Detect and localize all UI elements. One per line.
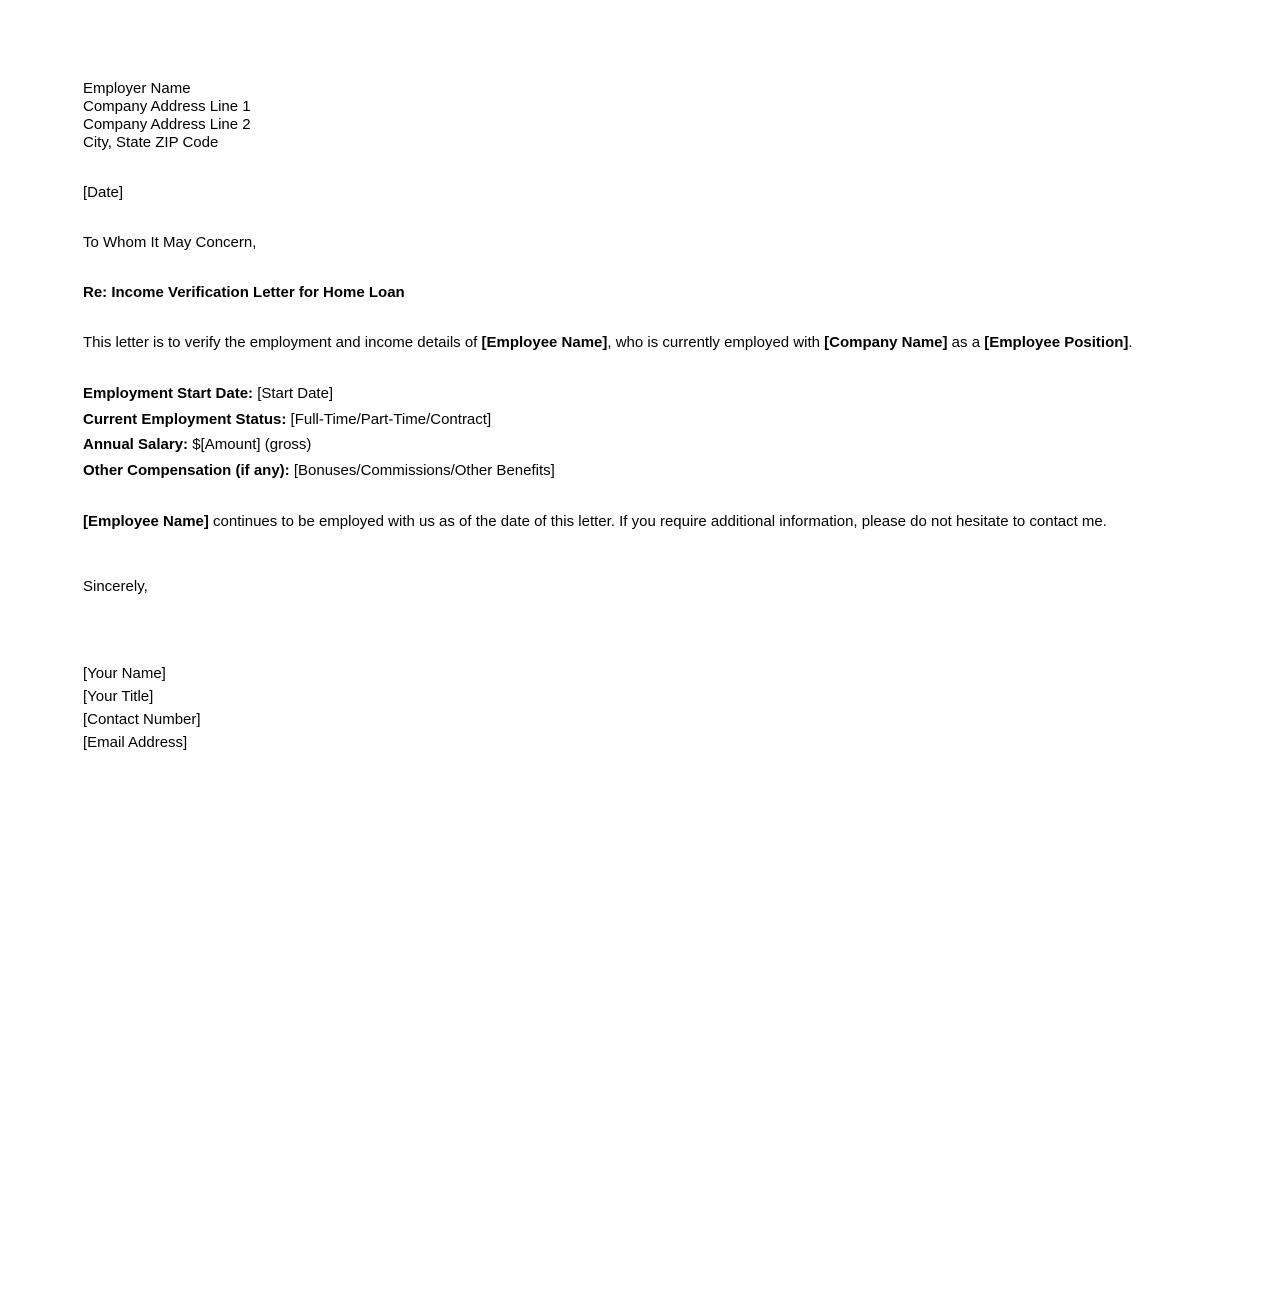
intro-paragraph-segment: [Employee Name]	[481, 334, 608, 351]
detail-value: [Full-Time/Part-Time/Contract]	[290, 410, 492, 428]
intro-paragraph-segment: [Employee Position]	[984, 334, 1129, 351]
detail-label: Other Compensation (if any):	[83, 461, 290, 479]
employment-detail-line	[83, 458, 1183, 484]
sender-address-line: Company Address Line 2	[83, 116, 251, 133]
sender-address-block	[83, 80, 1183, 152]
sender-address-line: Employer Name	[83, 80, 191, 97]
detail-label: Current Employment Status:	[83, 410, 287, 428]
intro-paragraph-segment: .	[1128, 334, 1133, 351]
sender-address-line: Company Address Line 1	[83, 98, 251, 115]
intro-paragraph-segment: , who is currently employed with	[607, 334, 825, 351]
date-placeholder: [Date]	[83, 184, 124, 201]
intro-paragraph	[83, 330, 1183, 356]
employment-details-block	[83, 381, 1183, 483]
signature-block	[83, 662, 1183, 754]
detail-value: [Start Date]	[257, 385, 334, 402]
signature-line: [Your Title]	[83, 688, 154, 705]
income-verification-letter	[83, 80, 1183, 754]
detail-label: Employment Start Date:	[83, 385, 254, 402]
intro-paragraph-segment: This letter is to verify the employment and income details of	[83, 334, 482, 351]
intro-paragraph-segment: [Company Name]	[824, 334, 948, 351]
closing-paragraph-segment: continues to be employed with us as of the date of this letter. If you require additional information, please do not hesitate to contact me.	[208, 513, 1107, 530]
employment-detail-line	[83, 381, 1183, 407]
signature-line: [Email Address]	[83, 734, 188, 751]
closing-paragraph-segment: [Employee Name]	[83, 513, 209, 530]
subject-line: Re: Income Verification Letter for Home Loan	[83, 284, 405, 301]
sender-address-line: City, State ZIP Code	[83, 134, 219, 151]
signoff: Sincerely,	[83, 578, 148, 595]
detail-value: $[Amount] (gross)	[192, 436, 312, 453]
signature-line: [Your Name]	[83, 665, 166, 682]
employment-detail-line	[83, 407, 1183, 433]
employment-detail-line	[83, 432, 1183, 458]
detail-value: [Bonuses/Commissions/Other Benefits]	[293, 461, 555, 479]
closing-paragraph	[83, 509, 1183, 535]
detail-label: Annual Salary:	[83, 436, 189, 453]
salutation: To Whom It May Concern,	[83, 234, 257, 251]
signature-line: [Contact Number]	[83, 711, 201, 728]
intro-paragraph-segment: as a	[947, 334, 985, 351]
